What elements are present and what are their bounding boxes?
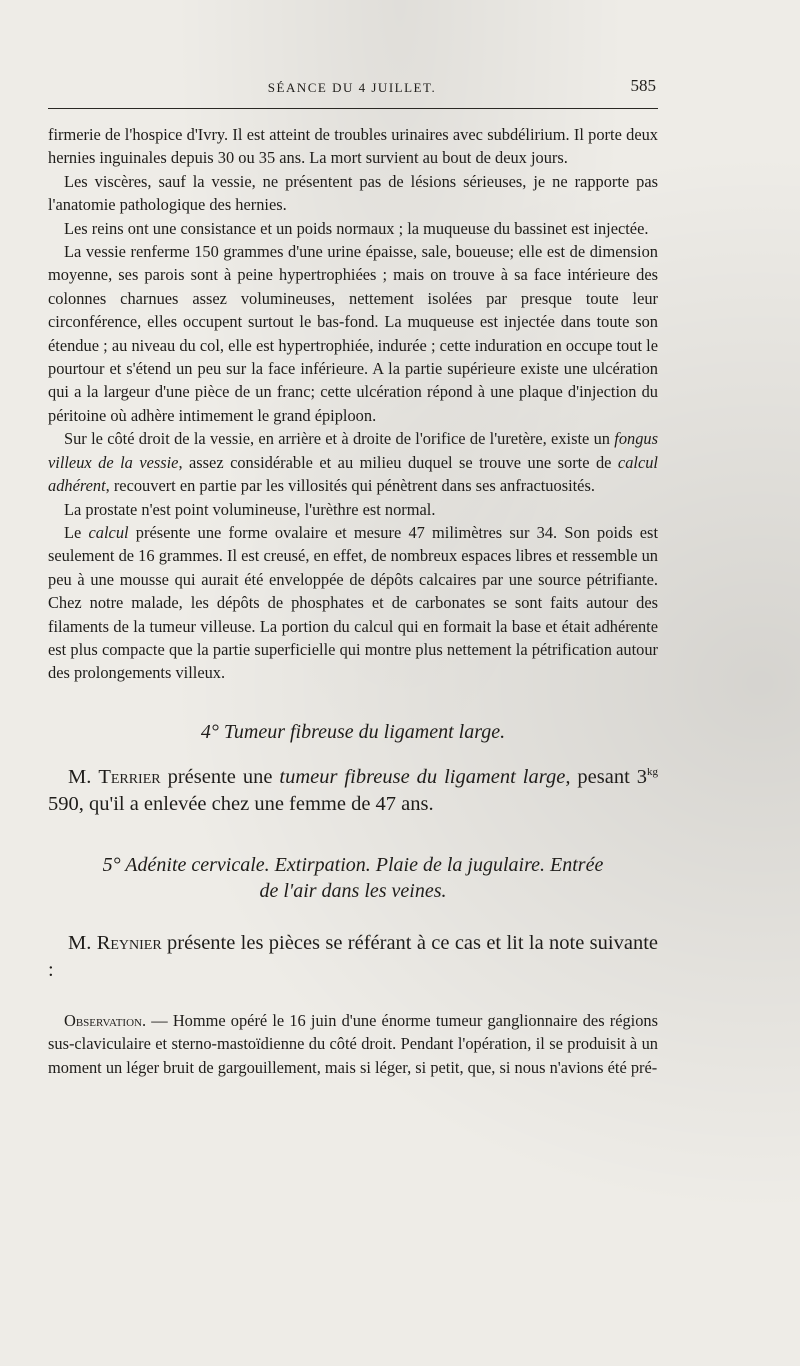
p7-term-calcul: calcul <box>88 522 129 542</box>
header-rule <box>48 108 658 109</box>
s4-term: tumeur fibreuse du ligament large, <box>279 765 571 788</box>
paragraph-4: La vessie renferme 150 grammes d'une urine épaisse, sale, boueuse; elle est de dimension moyenne, ses parois sont à peine hypertrophiées ; mais on trouve à sa face intérieure des colonnes charnues assez volumineuses, nettement isolées par presque toute leur circonférence, elles occupent surtout le bas-fond. La muqueuse est injectée dans toute son étendue ; au niveau du col, elle est hypertrophiée, indurée ; cette induration en occupe tout le pourtour et s'étend un peu sur la face inférieure. A la partie supérieure existe une ulcération qui a la largeur d'une pièce de un franc; cette ulcération répond à une plaque d'injection du péritoine où adhère intimement le grand épiploon. <box>48 242 658 425</box>
p5-text-e: , recouvert en partie par les villosités qui pénètrent dans ses anfractuosités. <box>105 476 595 496</box>
s5-text-a: présente les pièces se référant à ce cas et lit la note suivante : <box>48 931 658 981</box>
section-4-heading: 4° Tumeur fibreuse du ligament large. <box>200 720 506 743</box>
running-title: SÉANCE DU 4 JUILLET. <box>267 80 437 95</box>
observation-paragraph <box>48 1009 658 1079</box>
s4-name: Terrier <box>98 765 161 788</box>
p5-term-calcul: calcul adhérent <box>48 452 658 496</box>
section-5-paragraph <box>48 930 658 984</box>
s4-text-c: pesant 3 <box>570 765 647 788</box>
p5-text-c: , assez considérable et au milieu duquel se trouve une sorte de <box>178 452 618 472</box>
s4-unit: kg <box>646 765 658 778</box>
s4-text-a: présente une <box>160 765 280 788</box>
p5-text-a: Sur le côté droit de la vessie, en arrière et à droite de l'orifice de l'uretère, existe un <box>64 429 615 449</box>
section-5-heading-line-2: de l'air dans les veines. <box>259 879 447 902</box>
p7-text-c: présente une forme ovalaire et mesure 47 milimètres sur 34. Son poids est seulement de 16 grammes. Il est creusé, en effet, de nombreux espaces libres et ressemble un peu à une mousse qui aurait été enveloppée de dépôts calcaires par une source pétrifiante. Chez notre malade, les dépôts de phosphates et de carbonates se sont faits autour des filaments de la tumeur villeuse. La portion du calcul qui en formait la base et était adhérente est plus compacte que la partie superficielle qui montre plus nettement la pétrification autour des prolongements villeux. <box>48 522 658 683</box>
paragraph-2: Les viscères, sauf la vessie, ne présentent pas de lésions sérieuses, je ne rapporte pas l'anatomie pathologique des hernies. <box>48 171 658 215</box>
section-5-heading-line-1: 5° Adénite cervicale. Extirpation. Plaie de la jugulaire. Entrée <box>102 853 604 876</box>
s4-text-d: 590, qu'il a enlevée chez une femme de 47 ans. <box>48 792 434 815</box>
paragraph-6: La prostate n'est point volumineuse, l'urèthre est normal. <box>64 499 436 519</box>
running-head <box>48 74 656 102</box>
observation-label: Observation. <box>64 1010 147 1030</box>
p7-text-a: Le <box>64 522 89 542</box>
paragraph-1: firmerie de l'hospice d'Ivry. Il est atteint de troubles urinaires avec subdélirium. Il porte deux hernies inguinales depuis 30 ou 35 ans. La mort survient au bout de deux jours. <box>48 125 658 168</box>
page-number: 585 <box>630 76 656 95</box>
section-4-paragraph <box>48 764 658 818</box>
page-body <box>48 123 658 1079</box>
s4-m: M. <box>68 765 99 788</box>
paragraph-5 <box>48 427 658 497</box>
paragraph-3: Les reins ont une consistance et un poids normaux ; la muqueuse du bassinet est injectée. <box>64 218 649 238</box>
p5-term-fongus: fongus villeux de la vessie <box>48 429 658 472</box>
s5-m: M. <box>68 931 97 954</box>
observation-text: — Homme opéré le 16 juin d'une énorme tumeur ganglionnaire des régions sus-claviculaire et sterno-mastoïdienne du côté droit. Pendant l'opération, il se produisit à un moment un léger bruit de gargouillement, mais si léger, si petit, que, si nous n'avions été pré- <box>48 1010 658 1077</box>
paragraph-7 <box>48 521 658 685</box>
s5-name: Reynier <box>96 931 162 954</box>
